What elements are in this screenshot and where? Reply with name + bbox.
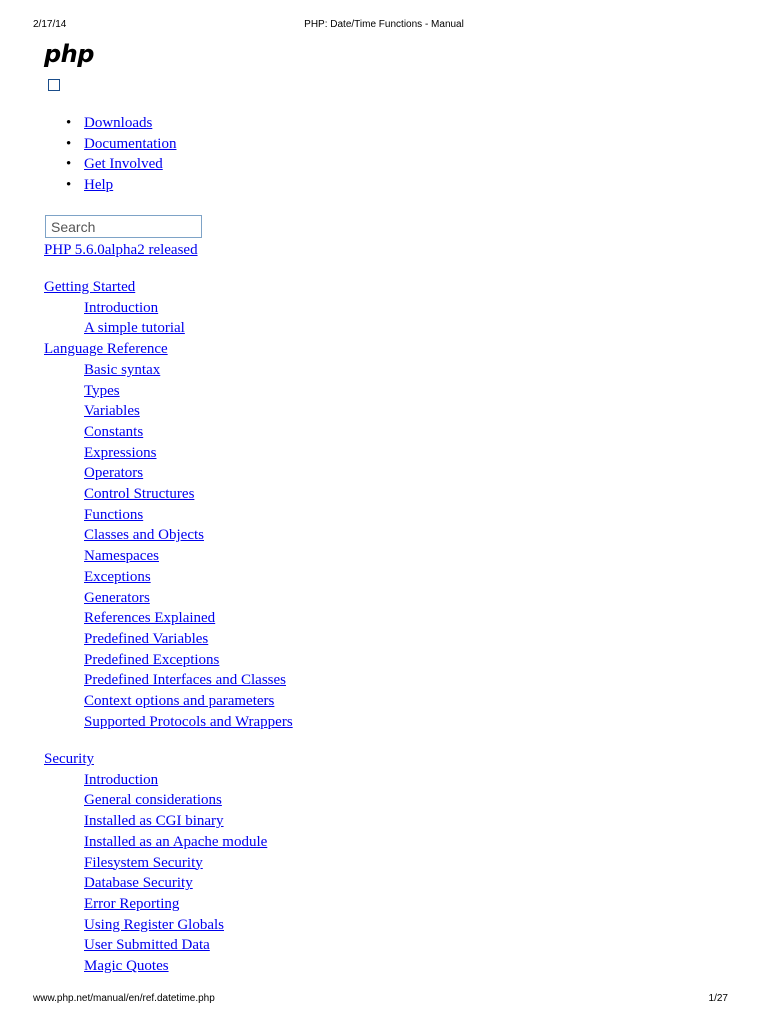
toc-item-link[interactable]: General considerations xyxy=(84,792,222,809)
toc-language-reference[interactable]: Language Reference xyxy=(44,341,168,358)
toc-item-link[interactable]: Predefined Interfaces and Classes xyxy=(84,672,287,689)
nav-item-help: • Help xyxy=(66,177,114,194)
toc-item-link[interactable]: Introduction xyxy=(84,299,159,316)
toc-getting-started-items xyxy=(44,298,293,339)
toc-security-items xyxy=(44,770,293,977)
nav-link-downloads[interactable]: Downloads xyxy=(84,115,153,131)
toc-item-link[interactable]: Installed as an Apache module xyxy=(84,833,268,850)
toc-item-link[interactable]: Database Security xyxy=(84,875,193,892)
toc-item-link[interactable]: Basic syntax xyxy=(84,361,161,378)
print-page-number: 1/27 xyxy=(708,993,728,1004)
toc-item-link[interactable]: References Explained xyxy=(84,610,216,627)
toc-item-link[interactable]: Expressions xyxy=(84,444,157,461)
php-logo[interactable]: php xyxy=(44,40,94,68)
nav-link-documentation[interactable]: Documentation xyxy=(84,135,177,152)
toc-item-link[interactable]: Supported Protocols and Wrappers xyxy=(84,713,293,730)
toc-item-link[interactable]: Types xyxy=(84,382,120,399)
toc-item-link[interactable]: Control Structures xyxy=(84,486,195,503)
toc-item-link[interactable]: Predefined Exceptions xyxy=(84,651,220,668)
toc-item-link[interactable]: Filesystem Security xyxy=(84,854,203,871)
toc-item-link[interactable]: Introduction xyxy=(84,771,159,788)
toc-item-link[interactable]: Operators xyxy=(84,465,144,482)
nav-item-downloads: • Downloads xyxy=(66,115,153,131)
toc-item-link[interactable]: Namespaces xyxy=(84,548,159,565)
print-date: 2/17/14 xyxy=(33,19,67,30)
toc-item-link[interactable]: Variables xyxy=(84,403,140,420)
top-navigation xyxy=(44,113,176,196)
menu-toggle-checkbox[interactable] xyxy=(48,79,60,91)
toc-item-link[interactable]: Using Register Globals xyxy=(84,916,224,933)
toc-item-link[interactable]: Classes and Objects xyxy=(84,527,204,544)
toc-getting-started[interactable]: Getting Started xyxy=(44,279,136,295)
print-url: www.php.net/manual/en/ref.datetime.php xyxy=(33,993,215,1004)
manual-table-of-contents xyxy=(44,277,293,977)
search-input[interactable] xyxy=(45,215,202,238)
toc-item-link[interactable]: A simple tutorial xyxy=(84,320,185,337)
nav-item-get-involved: • Get Involved xyxy=(66,156,163,173)
toc-item-link[interactable]: Magic Quotes xyxy=(84,958,169,975)
nav-link-help[interactable]: Help xyxy=(84,177,114,194)
toc-item-link[interactable]: Exceptions xyxy=(84,568,151,585)
toc-item-link[interactable]: Generators xyxy=(84,589,150,606)
toc-security[interactable]: Security xyxy=(44,751,94,768)
toc-item-link[interactable]: Context options and parameters xyxy=(84,693,275,710)
nav-link-get-involved[interactable]: Get Involved xyxy=(84,156,163,173)
toc-item-link[interactable]: Predefined Variables xyxy=(84,630,209,647)
toc-item-link[interactable]: Installed as CGI binary xyxy=(84,813,224,830)
nav-item-documentation: • Documentation xyxy=(66,135,177,152)
toc-item-link[interactable]: Constants xyxy=(84,423,144,440)
release-news-link[interactable]: PHP 5.6.0alpha2 released xyxy=(44,242,198,258)
print-page-title: PHP: Date/Time Functions - Manual xyxy=(304,19,464,30)
toc-item-link[interactable]: Error Reporting xyxy=(84,895,180,912)
toc-item-link[interactable]: User Submitted Data xyxy=(84,937,210,954)
toc-language-reference-items xyxy=(44,360,293,733)
toc-item-link[interactable]: Functions xyxy=(84,506,144,523)
